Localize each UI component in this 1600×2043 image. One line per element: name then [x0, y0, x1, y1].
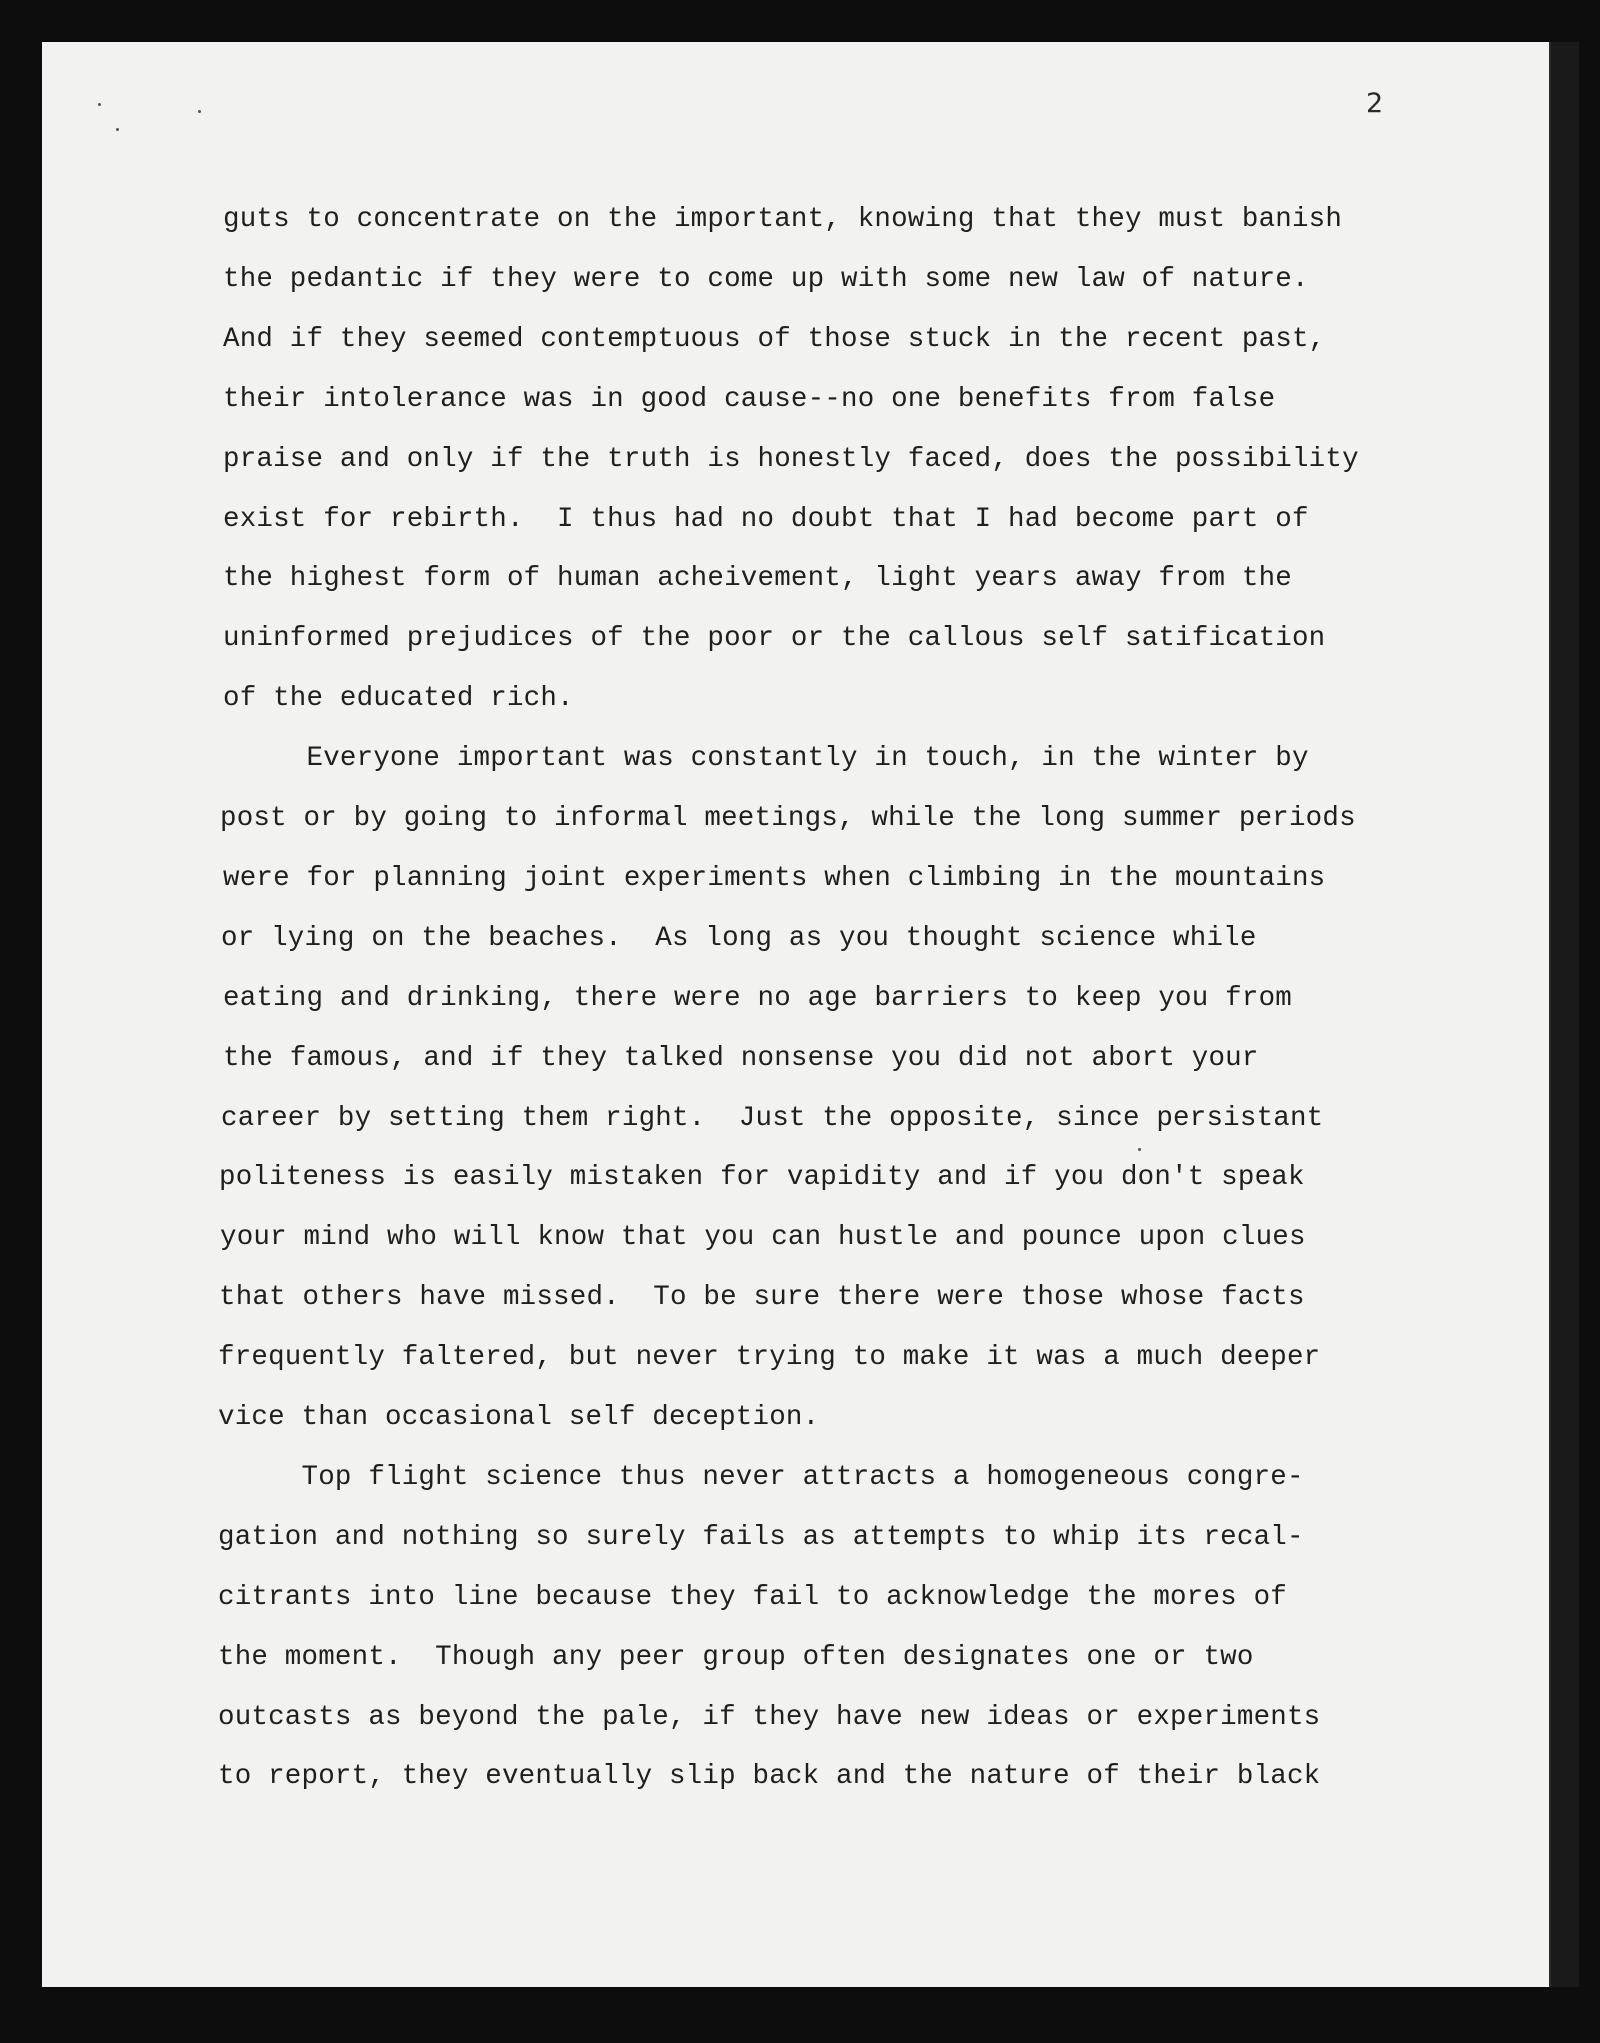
page-number: 2: [1366, 88, 1384, 119]
paper-speck: [198, 110, 201, 113]
text-line: career by setting them right. Just the opposite, since persistant: [221, 1102, 1324, 1134]
paper-speck: [1138, 1148, 1141, 1151]
text-line: the moment. Though any peer group often designates one or two: [218, 1641, 1254, 1673]
text-line: their intolerance was in good cause--no one benefits from false: [223, 383, 1276, 415]
text-line: outcasts as beyond the pale, if they have new ideas or experiments: [218, 1701, 1321, 1733]
text-line: the famous, and if they talked nonsense you did not abort your: [223, 1042, 1259, 1074]
text-line: the highest form of human acheivement, light years away from the: [223, 563, 1292, 595]
text-line: your mind who will know that you can hustle and pounce upon clues: [220, 1222, 1306, 1254]
paper-speck: [116, 128, 119, 131]
text-line: politeness is easily mistaken for vapidity and if you don't speak: [219, 1162, 1305, 1194]
text-line: post or by going to informal meetings, while the long summer periods: [220, 803, 1356, 834]
text-line: guts to concentrate on the important, knowing that they must banish: [223, 204, 1343, 235]
text-line: uninformed prejudices of the poor or the callous self satification: [223, 623, 1326, 655]
text-line: to report, they eventually slip back and the nature of their black: [218, 1761, 1321, 1793]
text-line: gation and nothing so surely fails as attempts to whip its recal-: [218, 1521, 1304, 1553]
text-line: eating and drinking, there were no age barriers to keep you from: [223, 982, 1292, 1014]
text-line: exist for rebirth. I thus had no doubt that I had become part of: [223, 503, 1309, 535]
text-line: And if they seemed contemptuous of those stuck in the recent past,: [223, 323, 1326, 355]
text-line: praise and only if the truth is honestly faced, does the possibility: [223, 443, 1359, 475]
text-line: Everyone important was constantly in touch, in the winter by: [223, 743, 1309, 775]
text-line: citrants into line because they fail to acknowledge the mores of: [218, 1581, 1287, 1613]
text-line: Top flight science thus never attracts a homogeneous congre-: [218, 1461, 1304, 1493]
text-line: or lying on the beaches. As long as you thought science while: [221, 922, 1257, 954]
page-edge-shadow: [1549, 42, 1579, 1987]
text-line: were for planning joint experiments when climbing in the mountains: [223, 862, 1326, 894]
text-line: of the educated rich.: [223, 683, 574, 715]
text-line: that others have missed. To be sure there were those whose facts: [219, 1282, 1305, 1314]
text-line: frequently faltered, but never trying to make it was a much deeper: [218, 1342, 1321, 1374]
text-line: vice than occasional self deception.: [218, 1402, 820, 1433]
paper-speck: [98, 103, 101, 106]
text-line: the pedantic if they were to come up with some new law of nature.: [223, 263, 1309, 295]
